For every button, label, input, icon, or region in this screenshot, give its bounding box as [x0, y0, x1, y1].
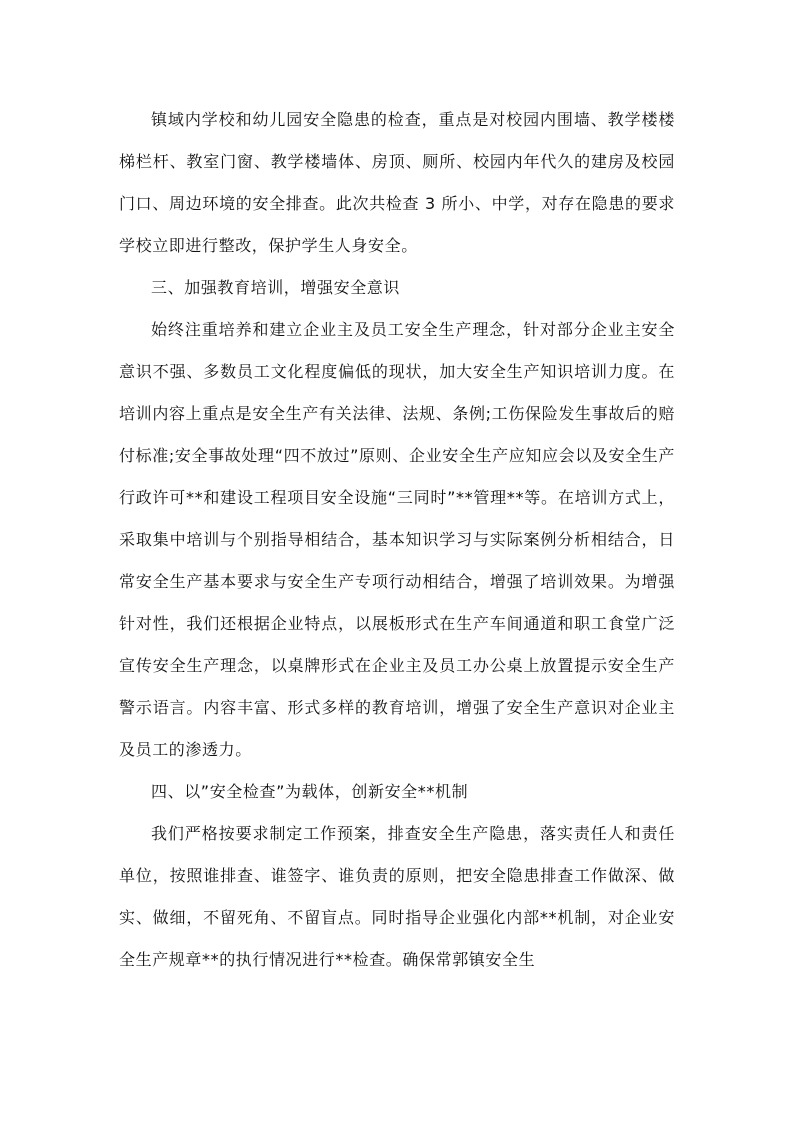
document-body: [119, 99, 675, 981]
paragraph-inspection-mechanism: 我们严格按要求制定工作预案，排查安全生产隐患，落实责任人和责任单位，按照谁排查、谁签字、谁负责的原则，把安全隐患排查工作做深、做实、做细，不留死角、不留盲点。同时指导企业强化内部**机制，对企业安全生产规章**的执行情况进行**检查。确保常郭镇安全生: [119, 824, 675, 969]
paragraph-school-inspection: 镇域内学校和幼儿园安全隐患的检查，重点是对校园内围墙、教学楼楼梯栏杆、教室门窗、教学楼墙体、房顶、厕所、校园内年代久的建房及校园门口、周边环境的安全排查。此次共检查 3 所小、中学，对存在隐患的要求学校立即进行整改，保护学生人身安全。: [119, 110, 675, 255]
section-heading-safety-inspection: 四、以”安全检查”为载体，创新安全**机制: [151, 782, 469, 801]
section-heading-education-training: 三、加强教育培训，增强安全意识: [151, 278, 401, 297]
paragraph-training-details: 始终注重培养和建立企业主及员工安全生产理念，针对部分企业主安全意识不强、多数员工文化程度偏低的现状，加大安全生产知识培训力度。在培训内容上重点是安全生产有关法律、法规、条例;工伤保险发生事故后的赔付标准;安全事故处理“四不放过”原则、企业安全生产应知应会以及安全生产行政许可**和建设工程项目安全设施“三同时”**管理**等。在培训方式上，采取集中培训与个别指导相结合，基本知识学习与实际案例分析相结合，日常安全生产基本要求与安全生产专项行动相结合，增强了培训效果。为增强针对性，我们还根据企业特点，以展板形式在生产车间通道和职工食堂广泛宣传安全生产理念，以桌牌形式在企业主及员工办公桌上放置提示安全生产警示语言。内容丰富、形式多样的教育培训，增强了安全生产意识对企业主及员工的渗透力。: [119, 320, 675, 759]
